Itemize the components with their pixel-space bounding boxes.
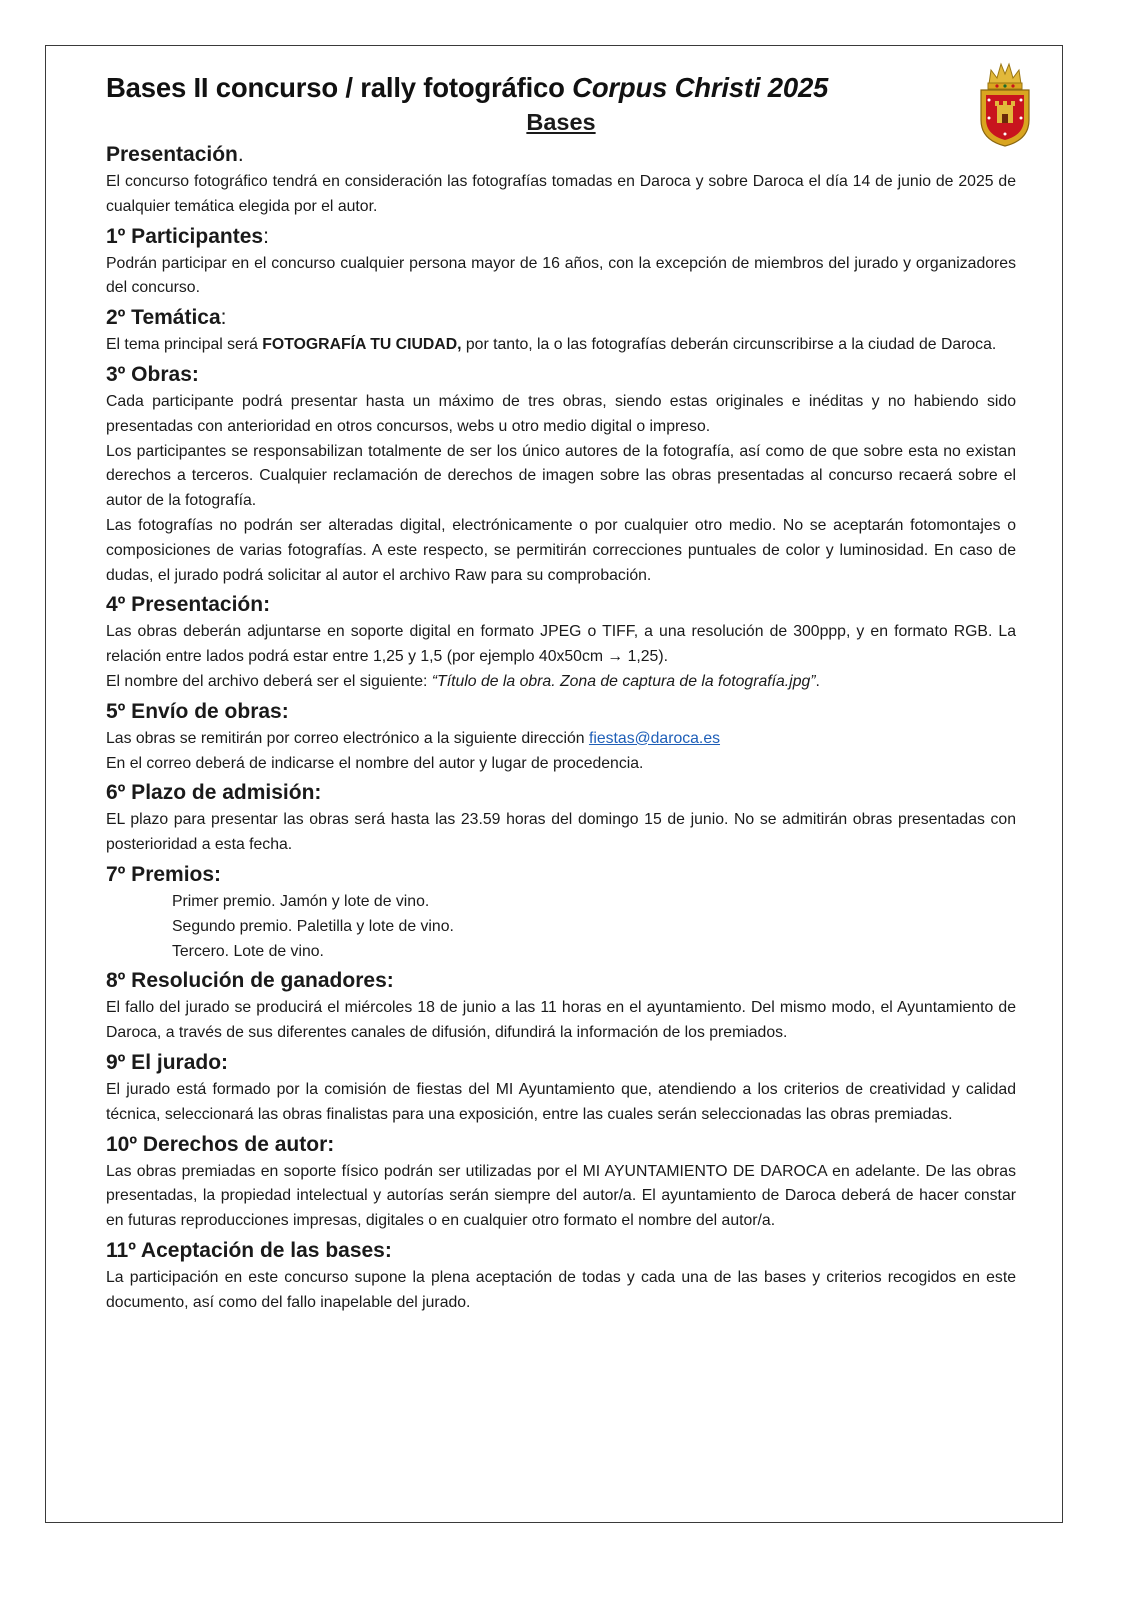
section-text-resolucion: El fallo del jurado se producirá el miércoles 18 de junio a las 11 horas en el ayuntamiento. Del mismo modo, el Ayuntamiento de Daroca, a través de sus diferentes canales de difusión, difundirá la información de los premiados. <box>106 999 1016 1042</box>
section-text-jurado: El jurado está formado por la comisión de fiestas del MI Ayuntamiento que, atendiendo a los criterios de creatividad y calidad técnica, seleccionará las obras finalistas para una exposición, entre las cuales serán seleccionadas las obras premiadas. <box>106 1080 1016 1123</box>
section-text-obras-3: Las fotografías no podrán ser alteradas digital, electrónicamente o por cualquier otro medio. No se aceptarán fotomontajes o composiciones de varias fotografías. A este respecto, se permitirán correcciones puntuales de color y luminosidad. En caso de dudas, el jurado podrá solicitar al autor el archivo Raw para su comprobación. <box>106 516 1016 584</box>
section-text-aceptacion: La participación en este concurso supone la plena aceptación de todas y cada una de las bases y criterios recogidos en este documento, así como del fallo inapelable del jurado. <box>106 1268 1016 1311</box>
section-title-plazo: 6º Plazo de admisión: <box>106 781 322 805</box>
section-text-envio-1: Las obras se remitirán por correo electrónico a la siguiente dirección fiestas@daroca.es <box>106 729 721 747</box>
section-title-resolucion: 8º Resolución de ganadores: <box>106 969 394 993</box>
section-text-plazo: EL plazo para presentar las obras será hasta las 23.59 horas del domingo 15 de junio. No se admitirán obras presentadas con posterioridad a esta fecha. <box>106 811 1016 854</box>
section-title-obras: 3º Obras: <box>106 362 199 386</box>
document-title: Bases II concurso / rally fotográfico Corpus Christi 2025 <box>106 72 829 103</box>
section-text-obras-2: Los participantes se responsabilizan totalmente de ser los único autores de la fotografía, así como de que sobre esta no existan derechos a terceros. Cualquier reclamación de derechos de imagen sobre las obras presentadas al concurso recaerá sobre el autor de la fotografía. <box>106 442 1016 510</box>
section-title-envio: 5º Envío de obras: <box>106 699 289 723</box>
section-title-tematica: 2º Temática: <box>106 306 227 330</box>
document-subtitle: Bases <box>526 109 596 135</box>
section-text-derechos: Las obras premiadas en soporte físico podrán ser utilizadas por el MI AYUNTAMIENTO DE DAROCA en adelante. De las obras presentadas, la propiedad intelectual y autorías serán siempre del autor/a. El ayuntamiento de Daroca deberá de hacer constar en futuras reproducciones impresas, digitales o en cualquier otro formato el nombre del autor/a. <box>106 1162 1016 1230</box>
section-text-obras-1: Cada participante podrá presentar hasta un máximo de tres obras, siendo estas originales e inéditas y no habiendo sido presentadas con anterioridad en otros concursos, webs u otro medio digital o impreso. <box>106 392 1016 435</box>
section-title-participantes: 1º Participantes: <box>106 224 269 248</box>
prize-item-1: Primer premio. Jamón y lote de vino. <box>172 892 430 910</box>
section-title-presentacion: Presentación. <box>106 143 244 166</box>
section-text-tematica: El tema principal será FOTOGRAFÍA TU CIUDAD, por tanto, la o las fotografías deberán circunscribirse a la ciudad de Daroca. <box>106 336 997 354</box>
prize-item-3: Tercero. Lote de vino. <box>172 942 324 960</box>
section-text-presentacion: El concurso fotográfico tendrá en consideración las fotografías tomadas en Daroca y sobre Daroca el día 14 de junio de 2025 de cualquier temática elegida por el autor. <box>106 173 1016 215</box>
document-body <box>106 70 1016 1316</box>
section-text-envio-2: En el correo deberá de indicarse el nombre del autor y lugar de procedencia. <box>106 754 644 772</box>
section-title-jurado: 9º El jurado: <box>106 1050 229 1074</box>
section-title-presentacion-formato: 4º Presentación: <box>106 593 271 617</box>
section-title-derechos: 10º Derechos de autor: <box>106 1132 335 1156</box>
section-title-premios: 7º Premios: <box>106 862 222 886</box>
section-text-presentacion-formato-1: Las obras deberán adjuntarse en soporte digital en formato JPEG o TIFF, a una resolución de 300ppp, y en formato RGB. La relación entre lados podrá estar entre 1,25 y 1,5 (por ejemplo 40x50cm → 1,25). <box>106 623 1016 666</box>
section-text-presentacion-formato-2: El nombre del archivo deberá ser el siguiente: “Título de la obra. Zona de captura de la fotografía.jpg”. <box>106 672 820 690</box>
email-link[interactable]: fiestas@daroca.es <box>588 729 721 747</box>
section-text-participantes: Podrán participar en el concurso cualquier persona mayor de 16 años, con la excepción de miembros del jurado y organizadores del concurso. <box>106 254 1016 297</box>
prize-item-2: Segundo premio. Paletilla y lote de vino. <box>172 917 454 935</box>
section-title-aceptacion: 11º Aceptación de las bases: <box>106 1238 392 1262</box>
